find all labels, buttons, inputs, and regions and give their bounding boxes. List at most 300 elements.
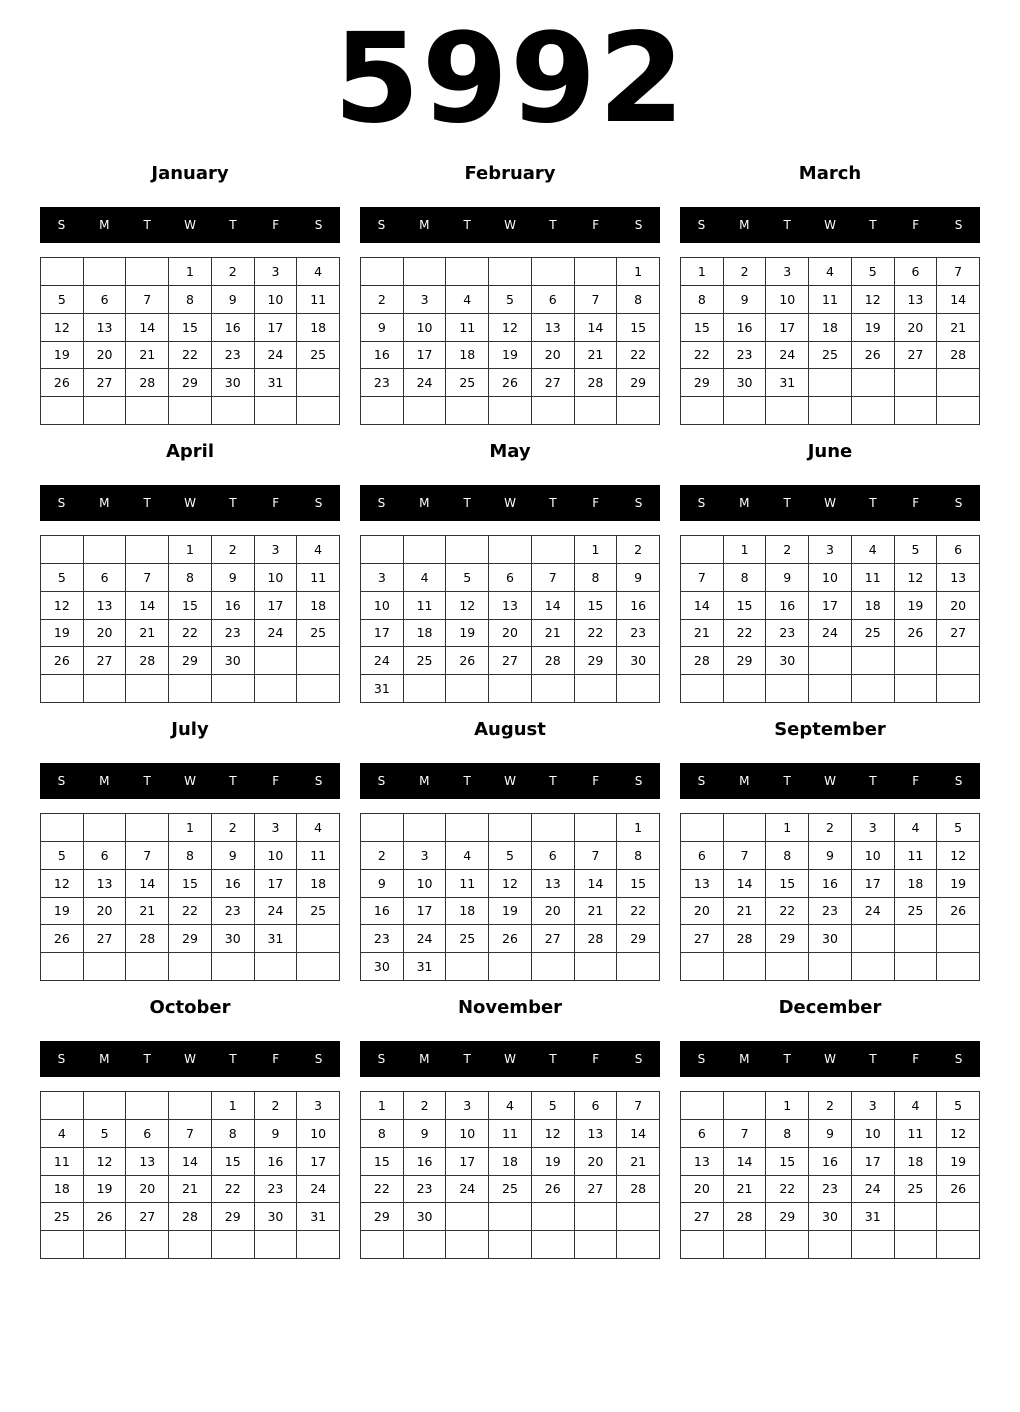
weekday-label: W: [184, 218, 196, 232]
month-october: [40, 990, 340, 1262]
day-cell: 11: [297, 564, 340, 592]
day-cell: 12: [852, 286, 895, 314]
empty-cell: [766, 1231, 809, 1259]
empty-cell: [446, 536, 489, 564]
empty-cell: [84, 814, 127, 842]
day-cell: 5: [937, 1092, 980, 1120]
weekday-header: [360, 485, 660, 521]
day-grid: [680, 535, 980, 703]
day-cell: 18: [446, 342, 489, 370]
empty-cell: [681, 814, 724, 842]
day-cell: 4: [895, 814, 938, 842]
weekday-label: F: [592, 218, 600, 232]
day-cell: 4: [895, 1092, 938, 1120]
weekday-label: T: [783, 774, 791, 788]
day-cell: 27: [489, 647, 532, 675]
day-cell: 7: [724, 1120, 767, 1148]
day-cell: 29: [169, 369, 212, 397]
weekday-label: T: [143, 1052, 151, 1066]
day-cell: 9: [617, 564, 660, 592]
day-cell: 19: [446, 620, 489, 648]
day-cell: 7: [724, 842, 767, 870]
day-cell: 15: [617, 314, 660, 342]
day-cell: 2: [361, 286, 404, 314]
empty-cell: [361, 258, 404, 286]
day-cell: 5: [489, 286, 532, 314]
day-cell: 15: [169, 592, 212, 620]
day-cell: 3: [404, 842, 447, 870]
day-cell: 20: [84, 342, 127, 370]
weekday-label: W: [184, 496, 196, 510]
empty-cell: [489, 1231, 532, 1259]
day-cell: 11: [489, 1120, 532, 1148]
month-name: July: [171, 719, 209, 740]
weekday-label: T: [463, 496, 471, 510]
empty-cell: [255, 397, 298, 425]
day-cell: 12: [937, 842, 980, 870]
day-cell: 9: [724, 286, 767, 314]
day-grid: [360, 535, 660, 703]
empty-cell: [84, 397, 127, 425]
day-cell: 9: [766, 564, 809, 592]
day-cell: 16: [809, 1148, 852, 1176]
day-cell: 31: [297, 1203, 340, 1231]
day-cell: 26: [84, 1203, 127, 1231]
day-cell: 6: [84, 286, 127, 314]
weekday-label: M: [419, 218, 430, 232]
day-cell: 14: [575, 870, 618, 898]
day-cell: 12: [489, 870, 532, 898]
day-cell: 19: [41, 898, 84, 926]
day-cell: 28: [681, 647, 724, 675]
day-cell: 8: [361, 1120, 404, 1148]
day-cell: 22: [212, 1176, 255, 1204]
day-cell: 14: [126, 314, 169, 342]
day-cell: 8: [169, 286, 212, 314]
day-cell: 15: [617, 870, 660, 898]
month-december: [680, 990, 980, 1262]
empty-cell: [852, 369, 895, 397]
empty-cell: [297, 1231, 340, 1259]
day-cell: 15: [575, 592, 618, 620]
day-cell: 11: [446, 314, 489, 342]
weekday-header: [360, 763, 660, 799]
day-cell: 13: [681, 1148, 724, 1176]
month-name: December: [778, 997, 882, 1018]
day-cell: 1: [681, 258, 724, 286]
day-cell: 14: [126, 592, 169, 620]
empty-cell: [617, 1203, 660, 1231]
empty-cell: [937, 1203, 980, 1231]
day-cell: 1: [169, 258, 212, 286]
day-cell: 20: [937, 592, 980, 620]
day-cell: 21: [575, 342, 618, 370]
weekday-header: [40, 763, 340, 799]
day-cell: 24: [297, 1176, 340, 1204]
day-cell: 8: [766, 842, 809, 870]
weekday-header: [680, 207, 980, 243]
day-cell: 26: [489, 369, 532, 397]
day-cell: 24: [255, 342, 298, 370]
day-cell: 30: [212, 925, 255, 953]
month-april: [40, 434, 340, 706]
day-cell: 5: [84, 1120, 127, 1148]
day-cell: 22: [361, 1176, 404, 1204]
weekday-header: [360, 207, 660, 243]
day-cell: 6: [937, 536, 980, 564]
day-cell: 21: [617, 1148, 660, 1176]
day-cell: 30: [255, 1203, 298, 1231]
weekday-label: S: [697, 218, 706, 232]
day-cell: 18: [297, 870, 340, 898]
day-cell: 3: [297, 1092, 340, 1120]
day-cell: 14: [532, 592, 575, 620]
day-cell: 9: [361, 870, 404, 898]
day-cell: 23: [766, 620, 809, 648]
day-cell: 3: [852, 814, 895, 842]
day-cell: 8: [617, 286, 660, 314]
day-cell: 13: [489, 592, 532, 620]
month-june: [680, 434, 980, 706]
day-cell: 31: [361, 675, 404, 703]
empty-cell: [404, 258, 447, 286]
empty-cell: [895, 397, 938, 425]
weekday-label: M: [419, 1052, 430, 1066]
weekday-label: S: [634, 774, 643, 788]
day-cell: 23: [255, 1176, 298, 1204]
day-cell: 18: [297, 592, 340, 620]
empty-cell: [809, 1231, 852, 1259]
empty-cell: [489, 675, 532, 703]
day-cell: 8: [169, 842, 212, 870]
day-cell: 6: [84, 564, 127, 592]
weekday-label: F: [592, 496, 600, 510]
empty-cell: [852, 925, 895, 953]
empty-cell: [297, 675, 340, 703]
day-cell: 10: [255, 564, 298, 592]
day-cell: 6: [126, 1120, 169, 1148]
empty-cell: [297, 953, 340, 981]
month-name: January: [151, 163, 229, 184]
day-cell: 18: [446, 898, 489, 926]
day-cell: 3: [852, 1092, 895, 1120]
day-cell: 25: [297, 898, 340, 926]
day-grid: [680, 257, 980, 425]
empty-cell: [766, 397, 809, 425]
weekday-label: T: [463, 1052, 471, 1066]
day-cell: 8: [212, 1120, 255, 1148]
day-cell: 19: [489, 898, 532, 926]
day-cell: 24: [766, 342, 809, 370]
day-cell: 15: [169, 314, 212, 342]
empty-cell: [446, 1203, 489, 1231]
weekday-label: S: [954, 218, 963, 232]
empty-cell: [575, 258, 618, 286]
day-cell: 22: [575, 620, 618, 648]
day-cell: 9: [255, 1120, 298, 1148]
weekday-label: S: [954, 496, 963, 510]
day-cell: 8: [681, 286, 724, 314]
empty-cell: [446, 953, 489, 981]
day-cell: 14: [575, 314, 618, 342]
day-cell: 11: [297, 842, 340, 870]
day-cell: 23: [212, 620, 255, 648]
empty-cell: [575, 1203, 618, 1231]
day-cell: 6: [84, 842, 127, 870]
empty-cell: [895, 647, 938, 675]
day-cell: 7: [937, 258, 980, 286]
day-cell: 27: [575, 1176, 618, 1204]
day-cell: 2: [212, 536, 255, 564]
weekday-label: W: [824, 218, 836, 232]
day-cell: 30: [212, 369, 255, 397]
day-cell: 16: [404, 1148, 447, 1176]
empty-cell: [297, 369, 340, 397]
day-cell: 4: [489, 1092, 532, 1120]
day-cell: 29: [617, 925, 660, 953]
weekday-label: T: [783, 1052, 791, 1066]
day-cell: 10: [361, 592, 404, 620]
empty-cell: [297, 925, 340, 953]
day-cell: 17: [766, 314, 809, 342]
empty-cell: [809, 397, 852, 425]
empty-cell: [404, 675, 447, 703]
day-cell: 22: [617, 898, 660, 926]
day-cell: 12: [84, 1148, 127, 1176]
year-title: 5992: [333, 7, 687, 151]
weekday-label: T: [549, 1052, 557, 1066]
day-cell: 16: [766, 592, 809, 620]
day-cell: 28: [126, 369, 169, 397]
day-cell: 29: [212, 1203, 255, 1231]
month-name: June: [807, 441, 853, 462]
day-cell: 21: [681, 620, 724, 648]
day-cell: 24: [255, 898, 298, 926]
day-cell: 17: [404, 342, 447, 370]
day-cell: 7: [126, 842, 169, 870]
empty-cell: [446, 675, 489, 703]
weekday-label: W: [504, 218, 516, 232]
empty-cell: [681, 536, 724, 564]
weekday-label: S: [314, 774, 323, 788]
weekday-label: T: [549, 774, 557, 788]
weekday-label: F: [272, 1052, 280, 1066]
empty-cell: [532, 814, 575, 842]
day-cell: 28: [126, 647, 169, 675]
weekday-label: T: [229, 218, 237, 232]
day-cell: 25: [809, 342, 852, 370]
day-cell: 3: [404, 286, 447, 314]
day-cell: 12: [41, 870, 84, 898]
day-cell: 24: [404, 369, 447, 397]
day-cell: 28: [169, 1203, 212, 1231]
day-cell: 23: [617, 620, 660, 648]
day-cell: 23: [212, 342, 255, 370]
day-cell: 12: [532, 1120, 575, 1148]
empty-cell: [852, 675, 895, 703]
weekday-label: F: [272, 496, 280, 510]
day-cell: 10: [809, 564, 852, 592]
day-cell: 17: [297, 1148, 340, 1176]
day-cell: 6: [489, 564, 532, 592]
day-cell: 12: [895, 564, 938, 592]
empty-cell: [809, 675, 852, 703]
day-cell: 13: [895, 286, 938, 314]
day-cell: 1: [169, 814, 212, 842]
day-cell: 23: [212, 898, 255, 926]
day-cell: 17: [852, 870, 895, 898]
weekday-label: W: [184, 1052, 196, 1066]
month-name: September: [774, 719, 886, 740]
weekday-label: S: [377, 1052, 386, 1066]
day-cell: 30: [361, 953, 404, 981]
day-cell: 15: [681, 314, 724, 342]
day-cell: 17: [255, 314, 298, 342]
empty-cell: [617, 953, 660, 981]
empty-cell: [724, 953, 767, 981]
day-cell: 2: [212, 258, 255, 286]
day-cell: 19: [937, 1148, 980, 1176]
weekday-label: M: [739, 496, 750, 510]
day-grid: [680, 813, 980, 981]
day-cell: 9: [212, 842, 255, 870]
empty-cell: [724, 1092, 767, 1120]
weekday-label: T: [869, 496, 877, 510]
day-cell: 28: [126, 925, 169, 953]
day-cell: 28: [724, 1203, 767, 1231]
empty-cell: [126, 258, 169, 286]
day-cell: 25: [446, 925, 489, 953]
weekday-label: S: [697, 496, 706, 510]
empty-cell: [681, 953, 724, 981]
day-cell: 21: [724, 1176, 767, 1204]
empty-cell: [41, 536, 84, 564]
empty-cell: [169, 953, 212, 981]
day-cell: 15: [724, 592, 767, 620]
day-cell: 17: [446, 1148, 489, 1176]
day-cell: 17: [255, 592, 298, 620]
day-cell: 2: [212, 814, 255, 842]
day-cell: 16: [212, 314, 255, 342]
empty-cell: [937, 675, 980, 703]
day-cell: 17: [255, 870, 298, 898]
day-cell: 22: [766, 1176, 809, 1204]
empty-cell: [41, 675, 84, 703]
weekday-label: S: [314, 218, 323, 232]
day-cell: 5: [446, 564, 489, 592]
weekday-label: W: [504, 1052, 516, 1066]
day-cell: 8: [724, 564, 767, 592]
day-cell: 22: [766, 898, 809, 926]
day-cell: 11: [809, 286, 852, 314]
day-cell: 6: [681, 842, 724, 870]
empty-cell: [361, 1231, 404, 1259]
day-cell: 2: [766, 536, 809, 564]
month-name: October: [149, 997, 231, 1018]
day-cell: 19: [489, 342, 532, 370]
empty-cell: [41, 814, 84, 842]
day-cell: 14: [617, 1120, 660, 1148]
day-cell: 17: [404, 898, 447, 926]
empty-cell: [361, 397, 404, 425]
weekday-label: S: [377, 218, 386, 232]
day-cell: 24: [852, 1176, 895, 1204]
day-cell: 28: [724, 925, 767, 953]
day-cell: 23: [809, 898, 852, 926]
day-cell: 5: [937, 814, 980, 842]
empty-cell: [532, 536, 575, 564]
day-cell: 24: [852, 898, 895, 926]
month-name: May: [489, 441, 531, 462]
empty-cell: [169, 675, 212, 703]
empty-cell: [895, 369, 938, 397]
empty-cell: [489, 258, 532, 286]
empty-cell: [169, 1231, 212, 1259]
day-cell: 21: [126, 620, 169, 648]
day-cell: 3: [809, 536, 852, 564]
day-cell: 1: [766, 1092, 809, 1120]
day-cell: 3: [255, 814, 298, 842]
day-cell: 24: [446, 1176, 489, 1204]
empty-cell: [84, 675, 127, 703]
day-cell: 19: [41, 620, 84, 648]
day-cell: 11: [297, 286, 340, 314]
day-cell: 25: [852, 620, 895, 648]
day-cell: 6: [532, 286, 575, 314]
day-cell: 21: [575, 898, 618, 926]
day-cell: 10: [255, 842, 298, 870]
day-cell: 1: [617, 814, 660, 842]
empty-cell: [169, 1092, 212, 1120]
day-cell: 26: [41, 925, 84, 953]
weekday-label: T: [229, 1052, 237, 1066]
empty-cell: [361, 536, 404, 564]
day-cell: 20: [84, 898, 127, 926]
day-cell: 18: [489, 1148, 532, 1176]
empty-cell: [489, 536, 532, 564]
day-cell: 30: [809, 925, 852, 953]
day-cell: 7: [617, 1092, 660, 1120]
day-cell: 12: [489, 314, 532, 342]
empty-cell: [404, 397, 447, 425]
day-cell: 24: [809, 620, 852, 648]
empty-cell: [297, 647, 340, 675]
day-cell: 5: [532, 1092, 575, 1120]
empty-cell: [489, 953, 532, 981]
day-cell: 19: [895, 592, 938, 620]
weekday-header: [40, 485, 340, 521]
day-cell: 19: [937, 870, 980, 898]
weekday-label: T: [869, 218, 877, 232]
day-cell: 16: [212, 592, 255, 620]
empty-cell: [446, 814, 489, 842]
day-grid: [40, 257, 340, 425]
empty-cell: [937, 1231, 980, 1259]
day-cell: 15: [212, 1148, 255, 1176]
day-cell: 7: [126, 286, 169, 314]
empty-cell: [126, 675, 169, 703]
day-cell: 14: [724, 1148, 767, 1176]
day-cell: 4: [41, 1120, 84, 1148]
weekday-header: [40, 1041, 340, 1077]
weekday-label: W: [824, 1052, 836, 1066]
day-cell: 3: [255, 258, 298, 286]
weekday-label: M: [99, 496, 110, 510]
day-cell: 9: [404, 1120, 447, 1148]
empty-cell: [446, 258, 489, 286]
empty-cell: [809, 369, 852, 397]
day-cell: 1: [575, 536, 618, 564]
